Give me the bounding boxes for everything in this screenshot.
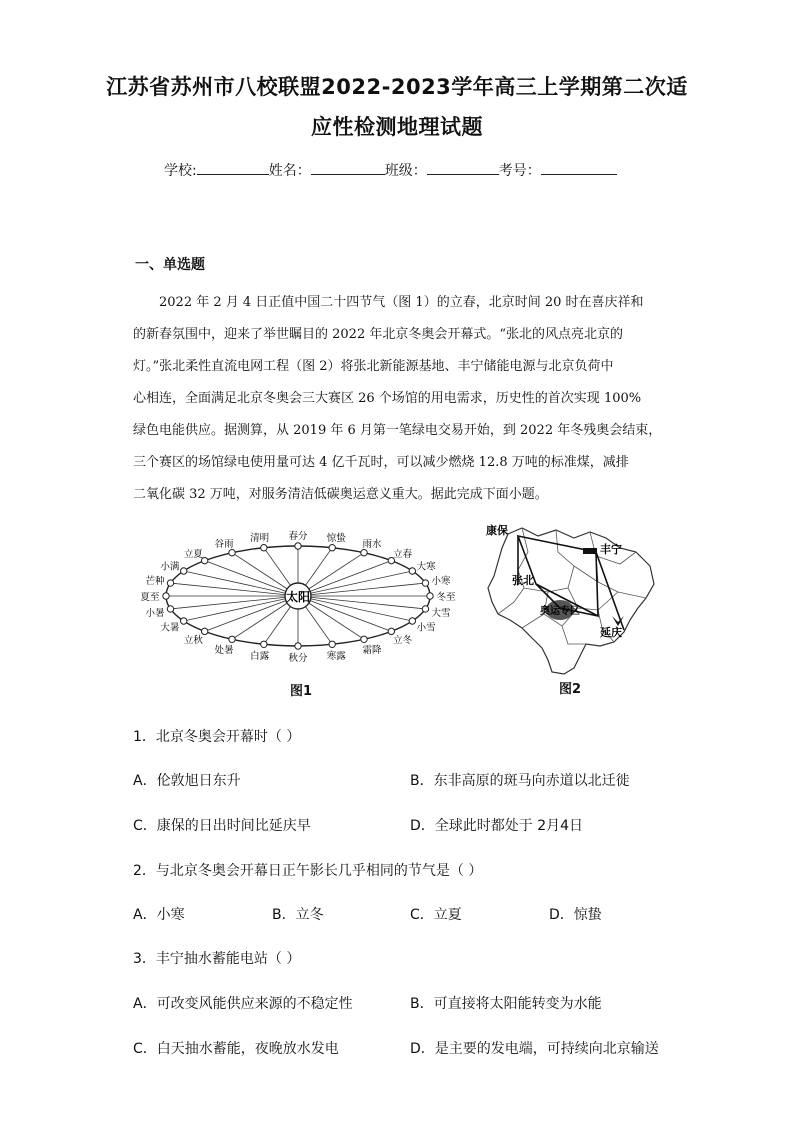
solar-terms-diagram <box>138 522 460 672</box>
figure1-caption: 图1 <box>290 684 313 699</box>
passage-line: 2022 年 2 月 4 日正值中国二十四节气（图 1）的立春，北京时间 20 时在喜庆祥和 <box>159 295 644 310</box>
term-dot <box>180 568 186 574</box>
term-label: 大雪 <box>431 607 451 619</box>
term-label: 霜降 <box>362 644 382 656</box>
term-label: 春分 <box>288 531 308 542</box>
term-label: 大暑 <box>160 622 180 634</box>
passage-line: 绿色电能供应。据测算，从 2019 年 6 月第一笔绿电交易开始，到 2022 年冬残奥会结束， <box>133 423 662 438</box>
q3-option-a[interactable]: A．可改变风能供应来源的不稳定性 <box>133 996 353 1012</box>
q3-option-d[interactable]: D．是主要的发电端，可持续向北京输送 <box>410 1041 659 1057</box>
q3-option-c[interactable]: C．白天抽水蓄能，夜晚放水发电 <box>133 1041 339 1057</box>
title-line-1: 江苏省苏州市八校联盟2022-2023学年高三上学期第二次适 <box>106 75 688 99</box>
term-label: 小暑 <box>145 607 165 619</box>
class-blank[interactable] <box>427 159 499 175</box>
term-label: 秋分 <box>288 653 308 664</box>
term-label: 立冬 <box>393 635 413 647</box>
class-label: 班级： <box>384 163 427 179</box>
term-label: 雨水 <box>362 539 382 551</box>
term-dot <box>261 545 267 551</box>
term-dot <box>295 543 301 549</box>
term-dot <box>167 580 173 586</box>
term-spoke <box>298 596 426 609</box>
q1-option-b[interactable]: B．东非高原的斑马向赤道以北迁徙 <box>410 773 630 789</box>
passage-line: 心相连，全面满足北京冬奥会三大赛区 26 个场馆的用电需求，历史性的首次实现 100% <box>133 391 642 406</box>
q2-option-c[interactable]: C．立夏 <box>410 907 462 923</box>
school-blank[interactable] <box>197 159 269 175</box>
map-label: 张北 <box>512 574 534 587</box>
term-label: 立夏 <box>183 548 203 560</box>
term-dot <box>329 641 335 647</box>
q2-option-b[interactable]: B．立冬 <box>272 907 324 923</box>
question-3-stem: 3．丰宁抽水蓄能电站（ ） <box>133 951 301 967</box>
school-label: 学校: <box>164 163 197 179</box>
passage-line: 三个赛区的场馆绿电使用量可达 4 亿千瓦时，可以减少燃烧 12.8 万吨的标准煤，减排 <box>133 455 629 470</box>
grid-map <box>478 522 668 680</box>
term-dot <box>180 618 186 624</box>
term-dot <box>167 606 173 612</box>
region-outline <box>488 528 654 674</box>
map-label: 丰宁 <box>600 543 622 556</box>
title-line-2: 应性检测地理试题 <box>311 115 483 139</box>
map-label: 康保 <box>486 524 508 537</box>
q1-option-a[interactable]: A．伦敦旭日东升 <box>133 773 241 789</box>
term-spoke <box>170 583 298 596</box>
id-label: 考号： <box>498 163 541 179</box>
map-label: 奥运专区 <box>540 606 580 617</box>
term-dot <box>261 641 267 647</box>
term-label: 小满 <box>160 561 180 573</box>
term-dot <box>422 606 428 612</box>
term-label: 大寒 <box>416 561 436 573</box>
id-blank[interactable] <box>541 159 617 175</box>
figure2-caption: 图2 <box>559 682 582 697</box>
term-label: 小雪 <box>416 622 436 634</box>
term-label: 谷雨 <box>214 539 234 551</box>
sun-label: 太阳 <box>285 590 311 604</box>
term-label: 冬至 <box>436 592 456 603</box>
term-dot <box>361 549 367 555</box>
q1-option-d[interactable]: D．全球此时都处于 2月4日 <box>410 818 584 834</box>
term-label: 小寒 <box>431 576 451 588</box>
q2-option-a[interactable]: A．小寒 <box>133 907 185 923</box>
term-dot <box>329 545 335 551</box>
term-label: 芒种 <box>145 576 165 588</box>
term-spoke <box>170 596 298 609</box>
term-label: 立秋 <box>183 635 203 647</box>
term-dot <box>201 628 207 634</box>
question-2-stem: 2．与北京冬奥会开幕日正午影长几乎相同的节气是（ ） <box>133 863 483 879</box>
q1-option-c[interactable]: C．康保的日出时间比延庆早 <box>133 818 311 834</box>
term-label: 立春 <box>393 548 413 560</box>
term-dot <box>295 643 301 649</box>
passage-line: 二氧化碳 32 万吨，对服务清洁低碳奥运意义重大。据此完成下面小题。 <box>133 487 548 502</box>
passage-line: 的新春氛围中，迎来了举世瞩目的 2022 年北京冬奥会开幕式。“张北的风点亮北京的 <box>133 327 623 342</box>
term-label: 白露 <box>250 650 270 662</box>
term-label: 处暑 <box>214 644 234 656</box>
map-label: 延庆 <box>600 626 622 639</box>
q3-option-b[interactable]: B．可直接将太阳能转变为水能 <box>410 996 602 1012</box>
name-blank[interactable] <box>311 159 385 175</box>
q2-option-d[interactable]: D．惊蛰 <box>549 907 602 923</box>
term-dot <box>427 593 433 599</box>
name-label: 姓名： <box>268 163 311 179</box>
term-label: 寒露 <box>326 650 346 662</box>
term-dot <box>388 628 394 634</box>
term-dot <box>422 580 428 586</box>
section-heading: 一、单选题 <box>135 257 205 273</box>
term-dot <box>409 568 415 574</box>
question-1-stem: 1．北京冬奥会开幕时（ ） <box>133 729 301 745</box>
passage-line: 灯。”张北柔性直流电网工程（图 2）将张北新能源基地、丰宁储能电源与北京负荷中 <box>133 359 614 374</box>
term-spoke <box>298 583 426 596</box>
term-label: 惊蛰 <box>326 533 346 545</box>
term-dot <box>361 636 367 642</box>
term-dot <box>229 636 235 642</box>
term-dot <box>409 618 415 624</box>
term-label: 清明 <box>250 533 270 545</box>
term-dot <box>163 593 169 599</box>
student-info-row <box>164 159 617 180</box>
term-label: 夏至 <box>140 592 160 603</box>
term-dot <box>229 549 235 555</box>
fengning-marker <box>583 548 597 554</box>
passage <box>133 287 673 511</box>
